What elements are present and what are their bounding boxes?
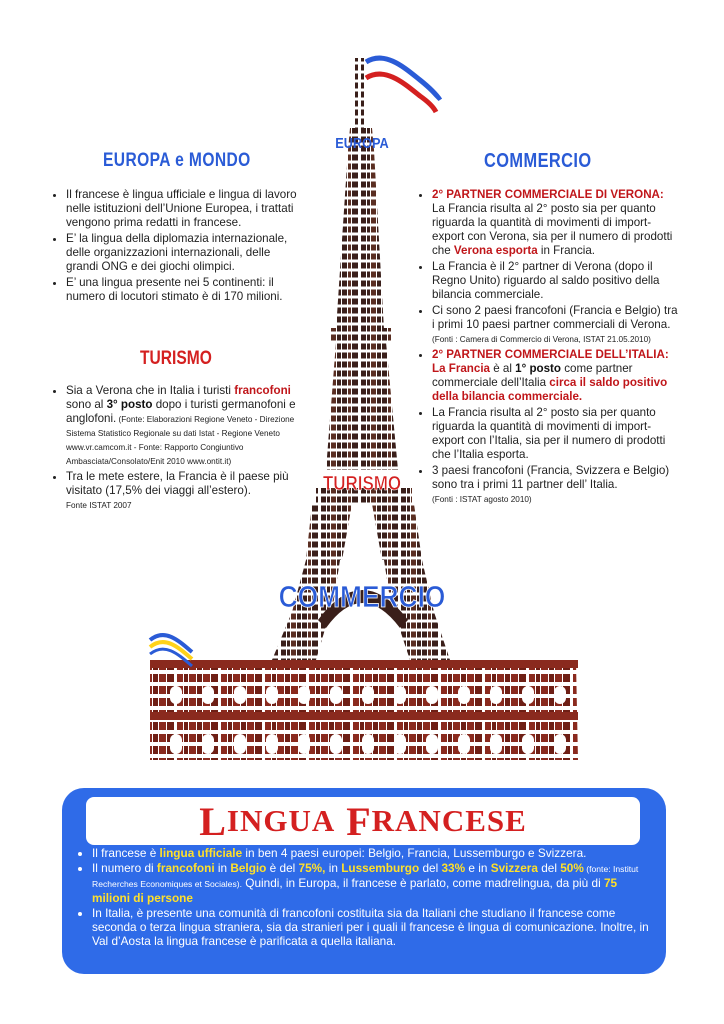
list-item: • La Francia risulta al 2° posto sia per quanto riguarda la quantità di movimenti di import-export con l’Italia, sia per il numero di prodotti che l’Italia esporta. bbox=[432, 406, 678, 462]
europa-mondo-section bbox=[50, 188, 302, 306]
list-item: • Tra le mete estere, la Francia è il paese più visitato (17,5% dei viaggi all’estero). Fonte ISTAT 2007 bbox=[66, 470, 314, 512]
list-item: • 2° PARTNER COMMERCIALE DI VERONA: La Francia risulta al 2° posto sia per quanto riguarda la quantità di movimenti di import-export con Verona, sia per il numero di prodotti che Verona esporta in Francia. bbox=[432, 188, 678, 258]
list-item: • 2° PARTNER COMMERCIALE DELL’ITALIA: La Francia è al 1° posto come partner commerciale dell’Italia circa il saldo positivo della bilancia commerciale. bbox=[432, 348, 678, 404]
tower-label-commercio: COMMERCIO bbox=[278, 580, 446, 615]
list-item: • Ci sono 2 paesi francofoni (Francia e Belgio) tra i primi 10 paesi partner commerciali di Verona. (Fonti : Camera di Commercio di Verona, ISTAT 21.05.2010) bbox=[432, 304, 678, 346]
europa-mondo-title: EUROPA e MONDO bbox=[103, 150, 251, 171]
french-flag-ribbon bbox=[366, 58, 440, 112]
list-item: • 3 paesi francofoni (Francia, Svizzera e Belgio) sono tra i primi 11 partner dell’ Italia. (Fonti : ISTAT agosto 2010) bbox=[432, 464, 678, 506]
lingua-francese-title: L INGUA F RANCESE bbox=[86, 797, 640, 845]
list-item: • In Italia, è presente una comunità di francofoni costituita sia da Italiani che studiano il francese come seconda o terza lingua straniera, sia da stranieri per i quali il francese è lingua di comunicazione. Inoltre, in Val d’Aosta la lingua francese è parificata a quella italiana. bbox=[92, 906, 656, 948]
list-item: • Il francese è lingua ufficiale in ben 4 paesi europei: Belgio, Francia, Lussemburgo e Svizzera. bbox=[92, 846, 656, 860]
commercio-section bbox=[416, 188, 678, 508]
list-item: • Il numero di francofoni in Belgio è del 75%, in Lussemburgo del 33% e in Svizzera del 50% (fonte: Institut Recherches Economiques et Sociales). Quindi, in Europa, il francese è parlato, come madrelingua, da più di 75 milioni di persone bbox=[92, 861, 656, 905]
tower-label-turismo: TURISMO bbox=[322, 471, 402, 495]
list-item: • Il francese è lingua ufficiale e lingua di lavoro nelle istituzioni dell’Unione Europea, i trattati vengono prima redatti in francese. bbox=[66, 188, 302, 230]
tower-label-europa: EUROPA bbox=[335, 133, 389, 152]
list-item: • La Francia è il 2° partner di Verona (dopo il Regno Unito) riguardo al saldo positivo della bilancia commerciale. bbox=[432, 260, 678, 302]
commercio-title: COMMERCIO bbox=[484, 150, 592, 172]
list-item: • Sia a Verona che in Italia i turisti francofoni sono al 3° posto dopo i turisti germanofoni e anglofoni. (Fonte: Elaborazioni Regione Veneto - Direzione Sistema Statistico Regionale su dati Istat - Regione Veneto www.vr.camcom.it - Fonte: Rapporto Congiuntivo Ambasciata/Consolato/Enit 2010 www.ontit.it) bbox=[66, 384, 314, 468]
list-item: • E’ la lingua della diplomazia internazionale, delle organizzazioni internazionali, delle grandi ONG e dei giochi olimpici. bbox=[66, 232, 302, 274]
lingua-francese-list bbox=[76, 846, 656, 949]
turismo-title: TURISMO bbox=[140, 348, 212, 369]
arena-di-verona bbox=[150, 660, 578, 760]
list-item: • E’ una lingua presente nei 5 continenti: il numero di locutori stimato è di 170 milioni. bbox=[66, 276, 302, 304]
turismo-section bbox=[50, 384, 314, 514]
